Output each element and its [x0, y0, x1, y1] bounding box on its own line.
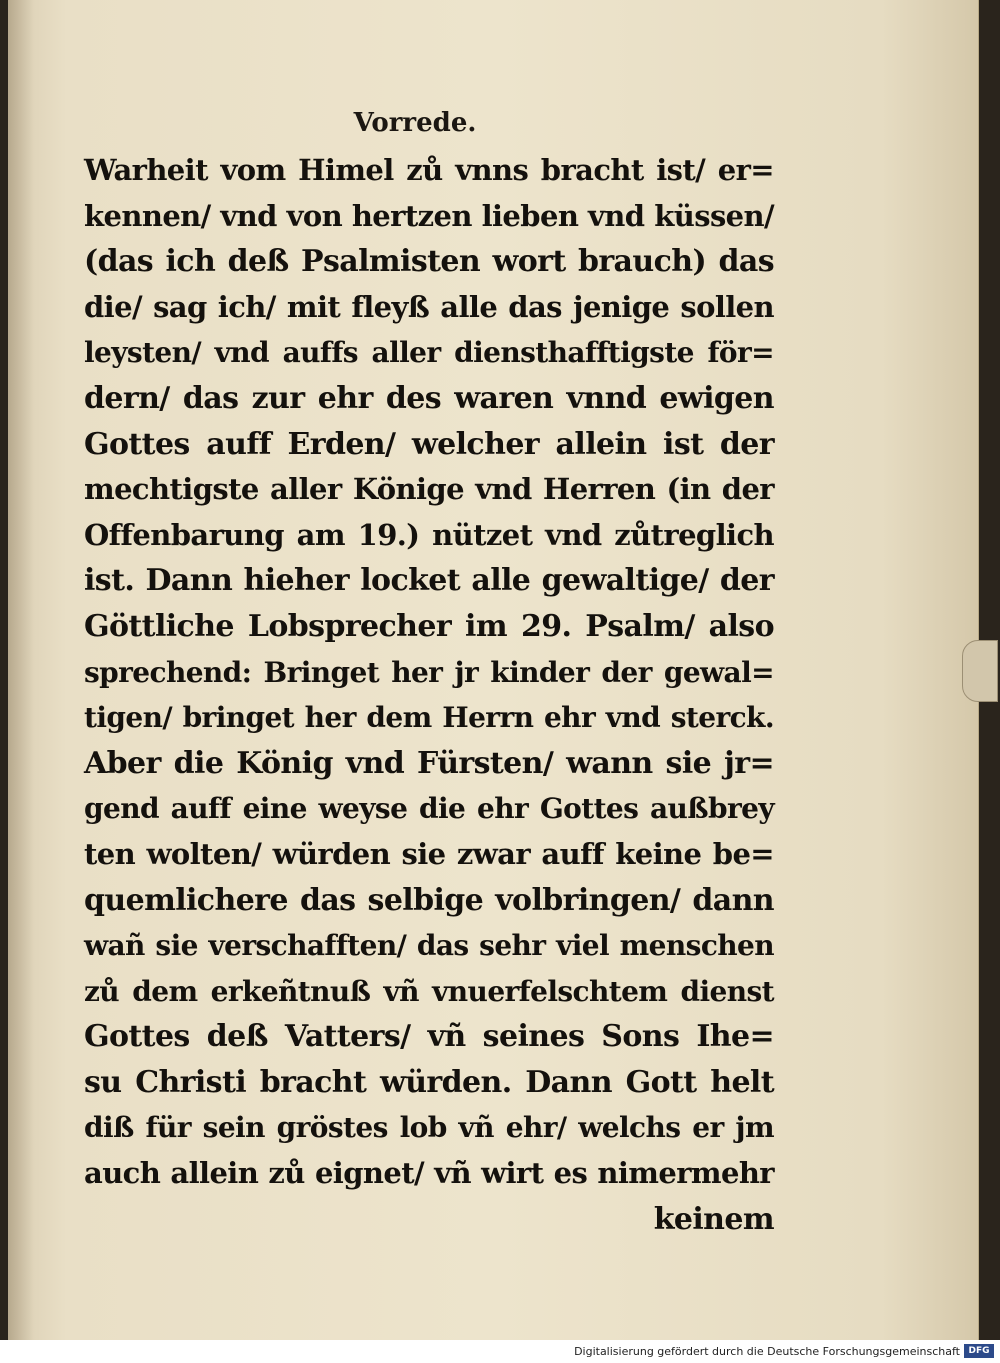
text-line: zů dem erkeñtnuß vñ vnuerfelschtem dienst: [84, 974, 774, 1008]
text-line: Offenbarung am 19.) nützet vnd zůtreglich: [84, 517, 774, 552]
running-head: Vorrede.: [353, 108, 477, 138]
text-line: sprechend: Bringet her jr kinder der gewal=: [84, 655, 774, 689]
text-line: ist. Dann hieher locket alle gewaltige/ der: [84, 563, 774, 599]
catchword: keinem: [653, 1201, 774, 1237]
text-line: kennen/ vnd von hertzen lieben vnd küssen/: [84, 198, 774, 233]
digitization-footer: [0, 1340, 1000, 1363]
text-line: gend auff eine weyse die ehr Gottes außbrey: [84, 792, 774, 826]
text-line: wañ sie verschafften/ das sehr viel menschen: [84, 929, 774, 963]
dfg-logo: DFG: [964, 1344, 994, 1358]
text-line: Göttliche Lobsprecher im 29. Psalm/ also: [84, 608, 774, 644]
text-line: ten wolten/ würden sie zwar auff keine be=: [84, 836, 774, 871]
body-text: [84, 148, 774, 1242]
text-line: (das ich deß Psalmisten wort brauch) das: [84, 244, 774, 280]
text-line: auch allein zů eignet/ vñ wirt es nimermehr: [84, 1156, 774, 1191]
text-line: Warheit vom Himel zů vnns bracht ist/ er=: [84, 153, 774, 187]
text-line: die/ sag ich/ mit fleyß alle das jenige sollen: [84, 289, 774, 324]
funding-note: Digitalisierung gefördert durch die Deutsche Forschungsgemeinschaft: [574, 1345, 960, 1358]
text-line: su Christi bracht würden. Dann Gott helt: [84, 1064, 774, 1100]
text-line: leysten/ vnd auffs aller diensthafftigste för=: [84, 336, 774, 370]
text-line: Gottes deß Vatters/ vñ seines Sons Ihe=: [84, 1019, 774, 1055]
page-clip-tab: [962, 640, 998, 702]
text-line: Aber die König vnd Fürsten/ wann sie jr=: [84, 745, 774, 781]
text-line: mechtigste aller Könige vnd Herren (in der: [84, 472, 774, 507]
text-line: diß für sein gröstes lob vñ ehr/ welchs er jm: [84, 1111, 774, 1145]
page-gutter-shadow: [8, 0, 34, 1340]
text-line: tigen/ bringet her dem Herrn ehr vnd sterck.: [84, 701, 774, 735]
text-line: dern/ das zur ehr des waren vnnd ewigen: [84, 380, 774, 416]
text-line: Gottes auff Erden/ welcher allein ist der: [84, 426, 774, 462]
text-line: quemlichere das selbige volbringen/ dann: [84, 882, 774, 918]
